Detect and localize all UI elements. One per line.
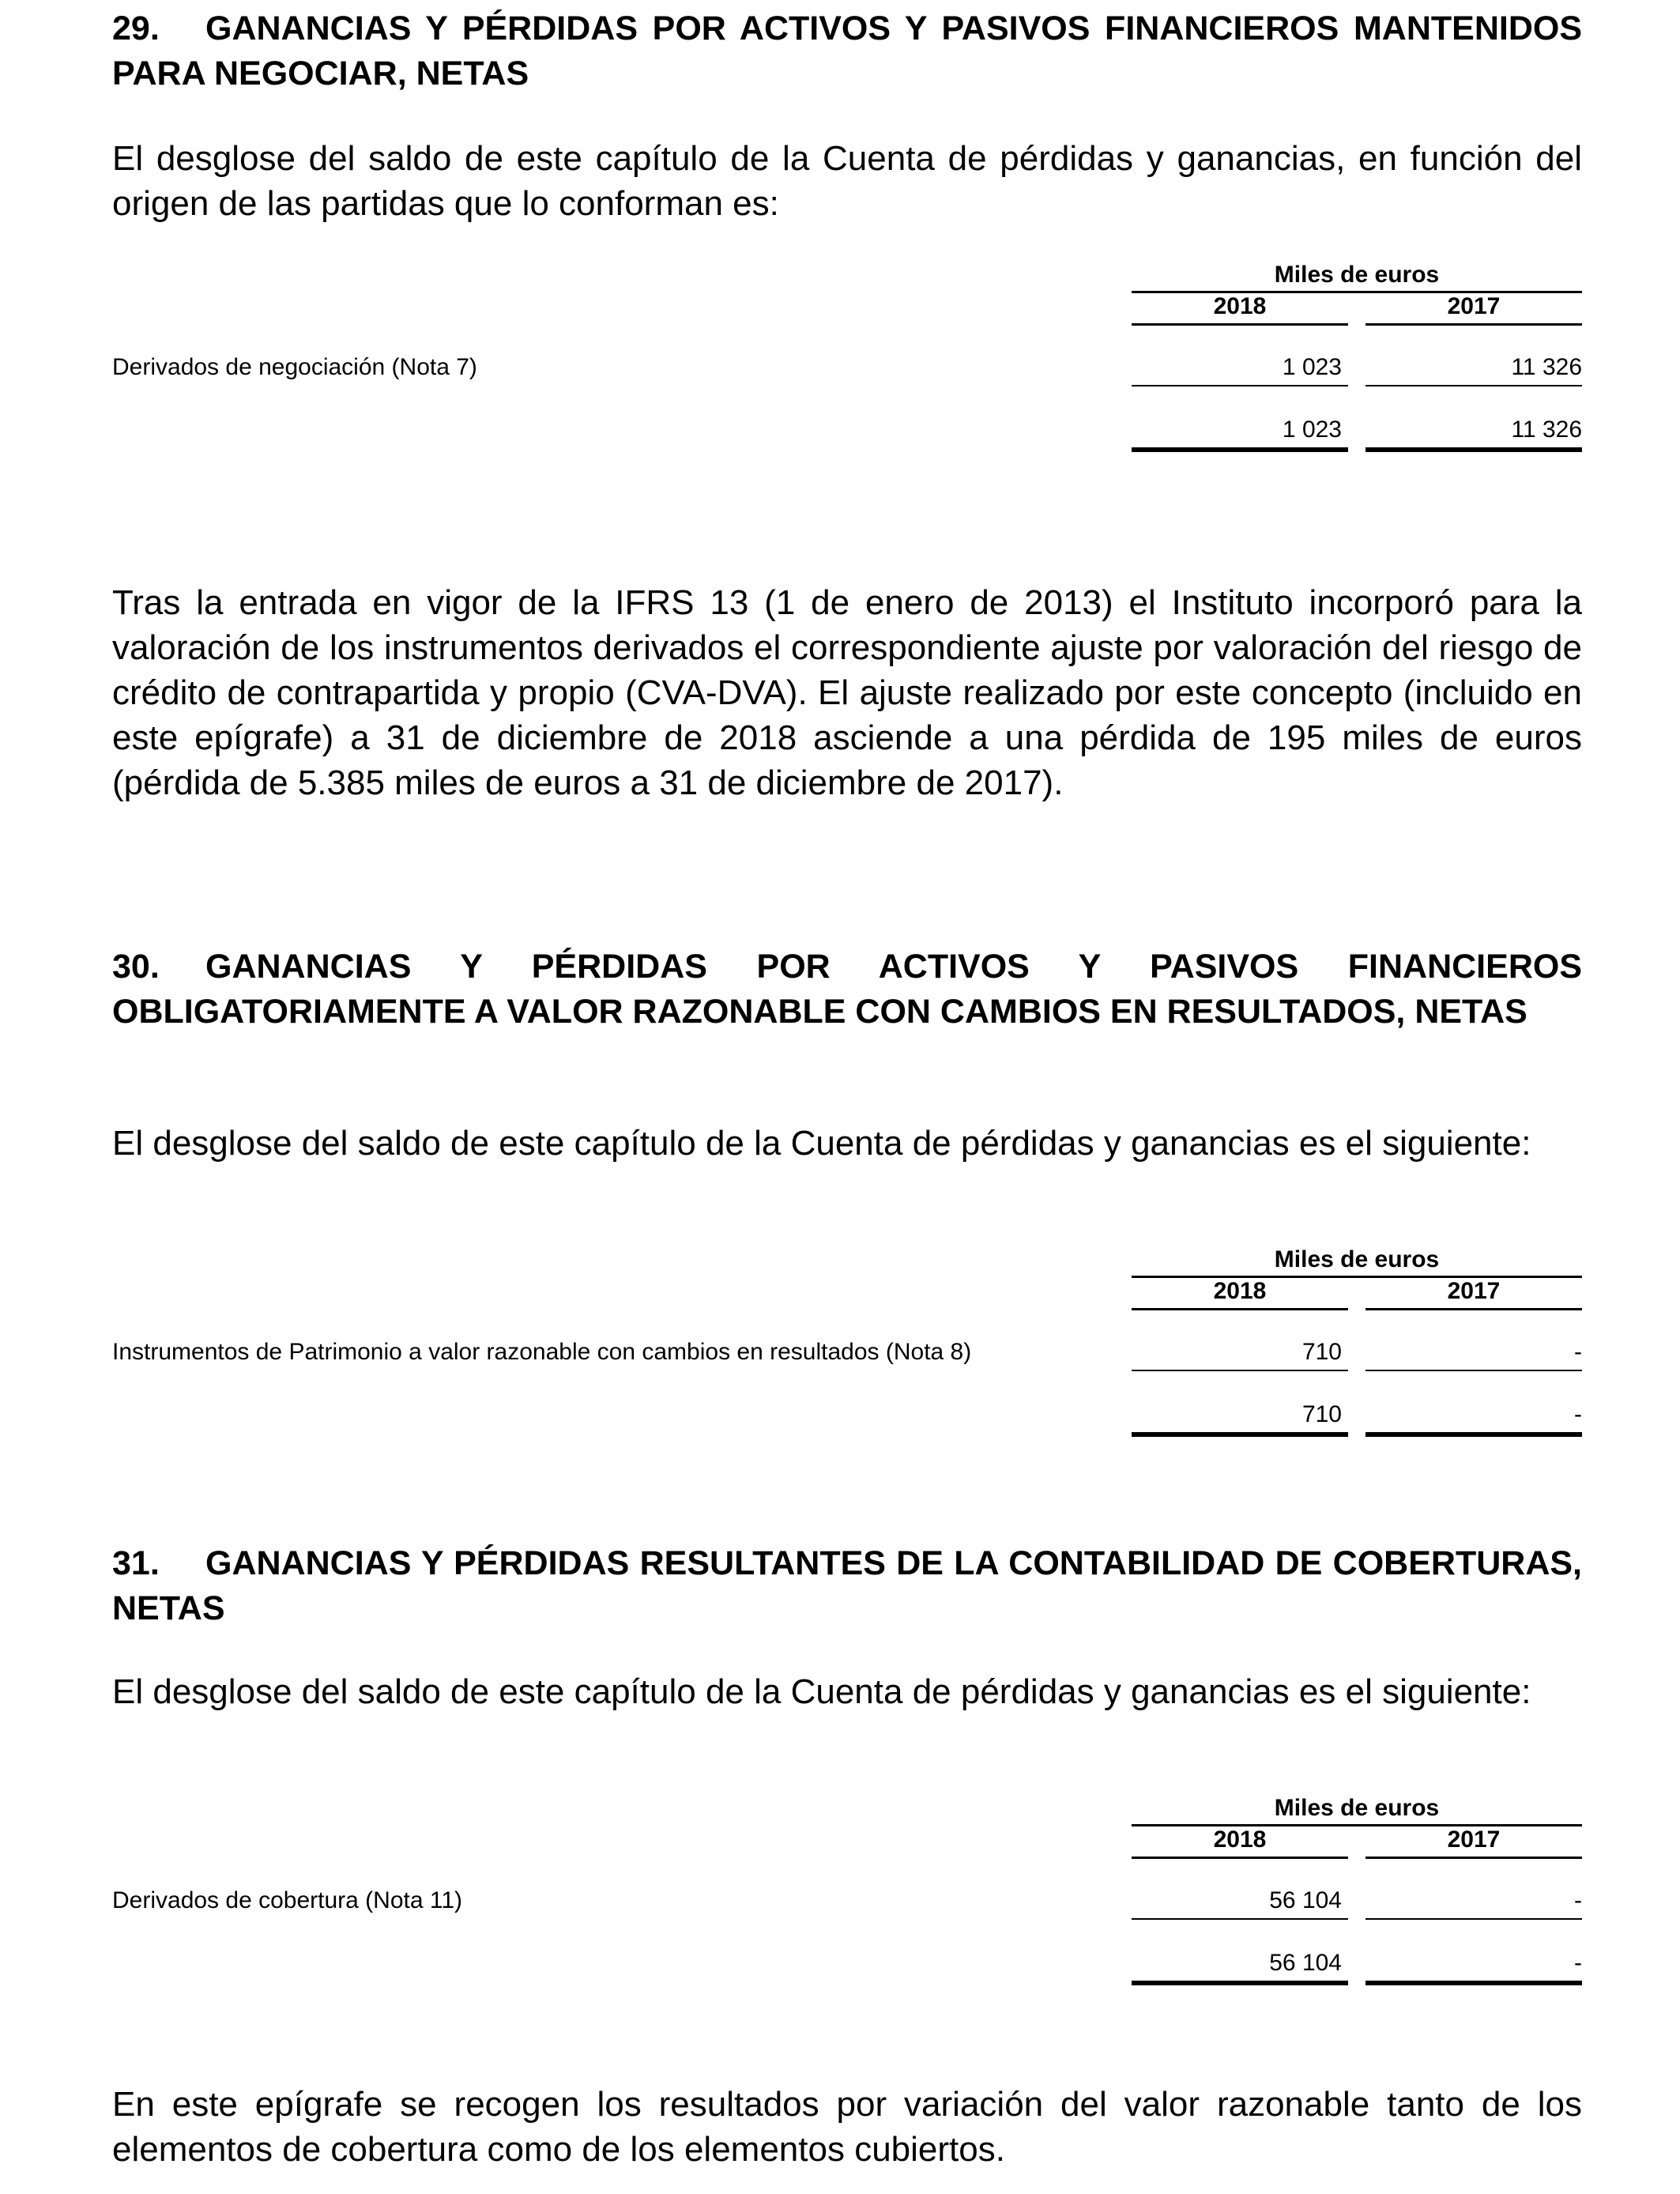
document-page (112, 0, 1582, 2194)
section-number: 30. (112, 948, 160, 986)
year-header-2017: 2017 (1447, 1826, 1501, 1853)
total-value-2017: 11 326 (1511, 417, 1582, 443)
total-double-rule (1132, 447, 1348, 452)
row-label: Instrumentos de Patrimonio a valor razonable con cambios en resultados (Nota 8) (112, 1339, 972, 1365)
section-title: GANANCIAS Y PÉRDIDAS POR ACTIVOS Y PASIVOS FINANCIEROS OBLIGATORIAMENTE A VALOR RAZONABLE CON CAMBIOS EN RESULTADOS, NETAS (112, 948, 1582, 1031)
unit-header: Miles de euros (1274, 1246, 1440, 1272)
row-underline (1365, 1918, 1582, 1920)
total-value-2018: 1 023 (1282, 417, 1342, 443)
row-underline (1132, 1370, 1348, 1371)
row-value-2017: - (1574, 1887, 1582, 1913)
row-underline (1365, 1370, 1582, 1371)
year-rule (1365, 323, 1582, 326)
section-title: GANANCIAS Y PÉRDIDAS POR ACTIVOS Y PASIVOS FINANCIEROS MANTENIDOS PARA NEGOCIAR, NETAS (112, 9, 1582, 92)
section-29-intro: El desglose del saldo de este capítulo de la Cuenta de pérdidas y ganancias, en función del origen de las partidas que lo conforman es: (112, 139, 1582, 223)
unit-header: Miles de euros (1274, 1795, 1440, 1821)
row-underline (1132, 1918, 1348, 1920)
total-value-2017: - (1574, 1950, 1582, 1976)
section-31-table (112, 1794, 1582, 1992)
year-header-2018: 2018 (1213, 1278, 1267, 1304)
section-30-table (112, 1246, 1582, 1443)
unit-header: Miles de euros (1274, 262, 1440, 288)
total-double-rule (1365, 447, 1582, 452)
section-31-note: En este epígrafe se recogen los resultados por variación del valor razonable tanto de los elementos de cobertura como de los elementos cubiertos. (112, 2085, 1582, 2169)
year-header-2018: 2018 (1213, 293, 1267, 319)
total-double-rule (1132, 1981, 1348, 1985)
section-31-heading (112, 1541, 1582, 1631)
row-label: Derivados de negociación (Nota 7) (112, 354, 477, 380)
row-underline (1365, 385, 1582, 386)
section-number: 31. (112, 1544, 160, 1582)
total-value-2017: - (1574, 1401, 1582, 1427)
year-rule (1132, 323, 1348, 326)
section-30-intro: El desglose del saldo de este capítulo de la Cuenta de pérdidas y ganancias es el siguiente: (112, 1124, 1531, 1163)
total-double-rule (1365, 1981, 1582, 1985)
section-31-intro: El desglose del saldo de este capítulo de la Cuenta de pérdidas y ganancias es el siguiente: (112, 1672, 1531, 1711)
year-header-2018: 2018 (1213, 1826, 1267, 1853)
total-value-2018: 710 (1301, 1401, 1342, 1427)
section-29-table (112, 261, 1582, 458)
row-value-2018: 710 (1301, 1339, 1342, 1365)
row-value-2018: 56 104 (1269, 1887, 1342, 1913)
row-label: Derivados de cobertura (Nota 11) (112, 1887, 462, 1913)
year-header-2017: 2017 (1447, 1278, 1501, 1304)
section-30-heading (112, 944, 1582, 1035)
row-value-2017: 11 326 (1511, 354, 1582, 380)
total-double-rule (1365, 1432, 1582, 1437)
section-number: 29. (112, 9, 160, 47)
year-rule (1132, 1857, 1348, 1859)
total-double-rule (1132, 1432, 1348, 1437)
row-underline (1132, 385, 1348, 386)
row-value-2017: - (1574, 1339, 1582, 1365)
year-rule (1365, 1308, 1582, 1310)
year-rule (1132, 1308, 1348, 1310)
year-header-2017: 2017 (1447, 293, 1501, 319)
section-29-note: Tras la entrada en vigor de la IFRS 13 (1 de enero de 2013) el Instituto incorporó para la valoración de los instrumentos derivados el correspondiente ajuste por valoración del riesgo de crédito de contrapartida y propio (CVA-DVA). El ajuste realizado por este concepto (incluido en este epígrafe) a 31 de diciembre de 2018 asciende a una pérdida de 195 miles de euros (pérdida de 5.385 miles de euros a 31 de diciembre de 2017). (112, 583, 1582, 802)
year-rule (1365, 1857, 1582, 1859)
row-value-2018: 1 023 (1282, 354, 1342, 380)
section-title: GANANCIAS Y PÉRDIDAS RESULTANTES DE LA CONTABILIDAD DE COBERTURAS, NETAS (112, 1544, 1582, 1627)
section-29-heading (112, 6, 1582, 96)
total-value-2018: 56 104 (1269, 1950, 1342, 1976)
